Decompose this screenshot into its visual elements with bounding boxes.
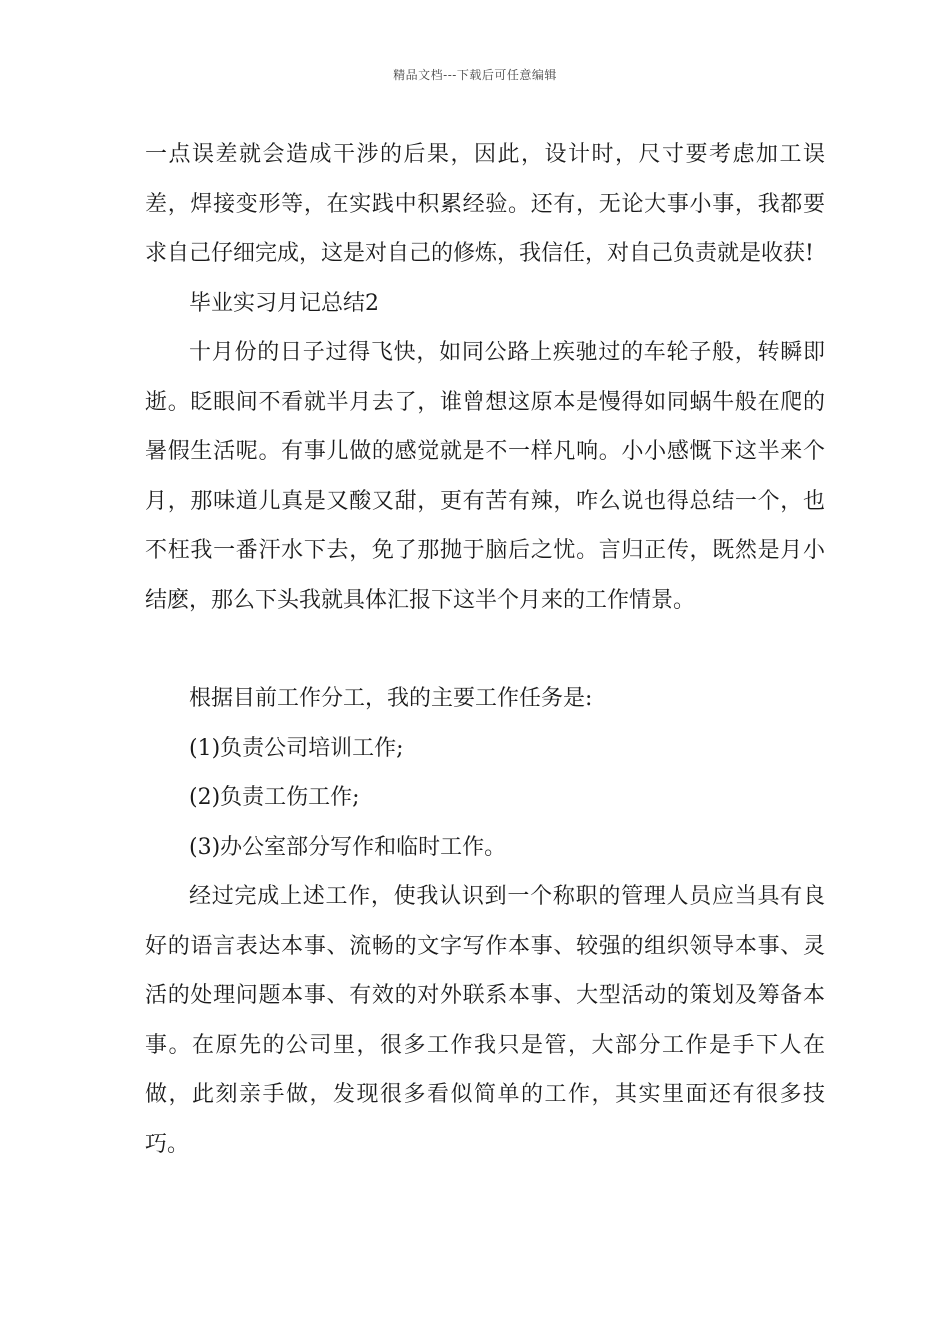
paragraph-reflection: 经过完成上述工作，使我认识到一个称职的管理人员应当具有良好的语言表达本事、流畅的文字写作本事、较强的组织领导本事、灵活的处理问题本事、有效的对外联系本事、大型活动的策划及筹备本事。在原先的公司里，很多工作我只是管，大部分工作是手下人在做，此刻亲手做，发现很多看似简单的工作，其实里面还有很多技巧。 — [145, 884, 825, 1157]
paragraph-tasks-lead: 根据目前工作分工，我的主要工作任务是: — [189, 686, 593, 711]
list-item-3: (3)办公室部分写作和临时工作。 — [189, 834, 507, 860]
page-header: 精品文档---下载后可任意编辑 — [393, 68, 557, 82]
document-body — [145, 130, 825, 1169]
paragraph-continuation: 一点误差就会造成干涉的后果，因此，设计时，尺寸要考虑加工误差，焊接变形等，在实践中积累经验。还有，无论大事小事，我都要求自己仔细完成，这是对自己的修炼，我信任，对自己负责就是收获! — [145, 142, 825, 266]
section-title: 毕业实习月记总结2 — [189, 290, 379, 316]
blank-line — [145, 625, 825, 674]
list-item-2: (2)负责工伤工作; — [189, 785, 360, 810]
paragraph-intro: 十月份的日子过得飞快，如同公路上疾驰过的车轮子般，转瞬即逝。眨眼间不看就半月去了，谁曾想这原本是慢得如同蜗牛般在爬的暑假生活呢。有事儿做的感觉就是不一样凡响。小小感慨下这半来个月，那味道儿真是又酸又甜，更有苦有辣，咋么说也得总结一个，也不枉我一番汗水下去，免了那抛于脑后之忧。言归正传，既然是月小结麽，那么下头我就具体汇报下这半个月来的工作情景。 — [145, 340, 825, 613]
list-item-1: (1)负责公司培训工作; — [189, 735, 404, 761]
